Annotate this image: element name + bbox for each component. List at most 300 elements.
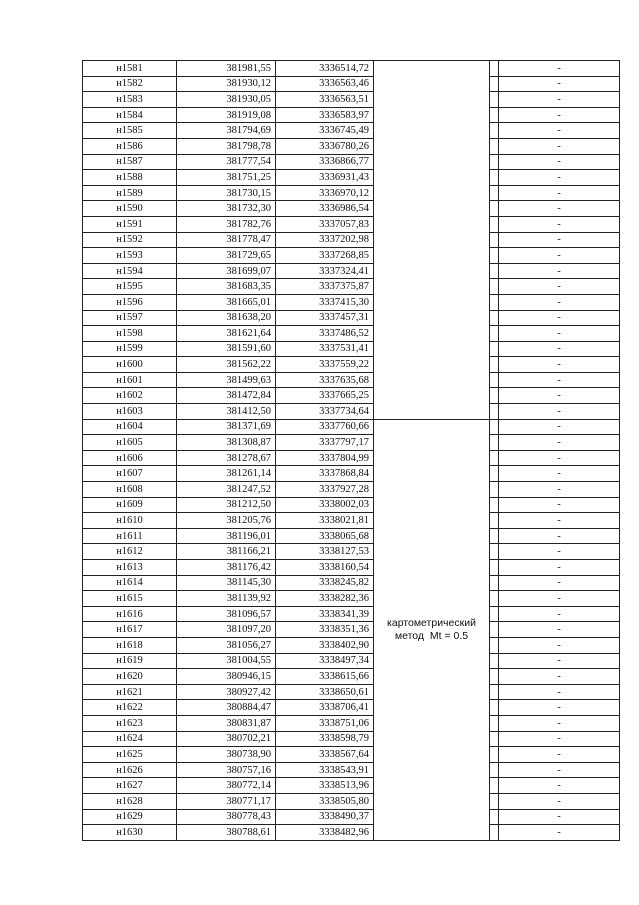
spacer-cell <box>490 653 499 669</box>
point-name-cell: н1583 <box>83 92 177 108</box>
method-cell-upper <box>374 61 490 420</box>
table-row <box>83 450 620 466</box>
point-name-cell: н1611 <box>83 528 177 544</box>
x-coordinate-cell: 381176,42 <box>177 560 276 576</box>
table-row <box>83 294 620 310</box>
point-name-cell: н1607 <box>83 466 177 482</box>
delta-cell: - <box>499 419 620 435</box>
x-coordinate-cell: 381472,84 <box>177 388 276 404</box>
table-row <box>83 715 620 731</box>
delta-cell: - <box>499 606 620 622</box>
table-row <box>83 216 620 232</box>
table-row <box>83 61 620 77</box>
delta-cell: - <box>499 185 620 201</box>
spacer-cell <box>490 622 499 638</box>
y-coordinate-cell: 3337531,41 <box>276 341 374 357</box>
point-name-cell: н1615 <box>83 591 177 607</box>
y-coordinate-cell: 3337635,68 <box>276 372 374 388</box>
delta-cell: - <box>499 326 620 342</box>
y-coordinate-cell: 3336745,49 <box>276 123 374 139</box>
y-coordinate-cell: 3337927,28 <box>276 482 374 498</box>
y-coordinate-cell: 3336970,12 <box>276 185 374 201</box>
x-coordinate-cell: 381247,52 <box>177 482 276 498</box>
point-name-cell: н1582 <box>83 76 177 92</box>
y-coordinate-cell: 3337202,98 <box>276 232 374 248</box>
spacer-cell <box>490 528 499 544</box>
spacer-cell <box>490 404 499 420</box>
y-coordinate-cell: 3337457,31 <box>276 310 374 326</box>
x-coordinate-cell: 381930,12 <box>177 76 276 92</box>
table-row <box>83 185 620 201</box>
x-coordinate-cell: 380946,15 <box>177 669 276 685</box>
point-name-cell: н1606 <box>83 450 177 466</box>
y-coordinate-cell: 3336583,97 <box>276 107 374 123</box>
x-coordinate-cell: 380884,47 <box>177 700 276 716</box>
x-coordinate-cell: 381562,22 <box>177 357 276 373</box>
table-row <box>83 263 620 279</box>
point-name-cell: н1581 <box>83 61 177 77</box>
table-row <box>83 684 620 700</box>
y-coordinate-cell: 3338021,81 <box>276 513 374 529</box>
y-coordinate-cell: 3336931,43 <box>276 170 374 186</box>
table-row <box>83 825 620 841</box>
point-name-cell: н1622 <box>83 700 177 716</box>
x-coordinate-cell: 380771,17 <box>177 793 276 809</box>
table-row <box>83 700 620 716</box>
spacer-cell <box>490 513 499 529</box>
point-name-cell: н1597 <box>83 310 177 326</box>
table-row <box>83 575 620 591</box>
table-row <box>83 123 620 139</box>
table-row <box>83 248 620 264</box>
point-name-cell: н1614 <box>83 575 177 591</box>
y-coordinate-cell: 3337665,25 <box>276 388 374 404</box>
point-name-cell: н1628 <box>83 793 177 809</box>
spacer-cell <box>490 825 499 841</box>
point-name-cell: н1608 <box>83 482 177 498</box>
delta-cell: - <box>499 497 620 513</box>
x-coordinate-cell: 380927,42 <box>177 684 276 700</box>
table-row <box>83 404 620 420</box>
spacer-cell <box>490 216 499 232</box>
table-row <box>83 326 620 342</box>
x-coordinate-cell: 380778,43 <box>177 809 276 825</box>
delta-cell: - <box>499 637 620 653</box>
y-coordinate-cell: 3337868,84 <box>276 466 374 482</box>
spacer-cell <box>490 107 499 123</box>
delta-cell: - <box>499 528 620 544</box>
point-name-cell: н1599 <box>83 341 177 357</box>
table-row <box>83 310 620 326</box>
table-row <box>83 606 620 622</box>
point-name-cell: н1605 <box>83 435 177 451</box>
delta-cell: - <box>499 357 620 373</box>
spacer-cell <box>490 372 499 388</box>
point-name-cell: н1603 <box>83 404 177 420</box>
y-coordinate-cell: 3338513,96 <box>276 778 374 794</box>
point-name-cell: н1598 <box>83 326 177 342</box>
table-row <box>83 388 620 404</box>
table-row <box>83 435 620 451</box>
spacer-cell <box>490 778 499 794</box>
delta-cell: - <box>499 653 620 669</box>
table-row <box>83 544 620 560</box>
spacer-cell <box>490 419 499 435</box>
table-row <box>83 138 620 154</box>
y-coordinate-cell: 3338497,34 <box>276 653 374 669</box>
delta-cell: - <box>499 591 620 607</box>
spacer-cell <box>490 731 499 747</box>
point-name-cell: н1594 <box>83 263 177 279</box>
delta-cell: - <box>499 388 620 404</box>
x-coordinate-cell: 381798,78 <box>177 138 276 154</box>
x-coordinate-cell: 381096,57 <box>177 606 276 622</box>
delta-cell: - <box>499 747 620 763</box>
x-coordinate-cell: 381665,01 <box>177 294 276 310</box>
delta-cell: - <box>499 341 620 357</box>
x-coordinate-cell: 381205,76 <box>177 513 276 529</box>
table-row <box>83 747 620 763</box>
delta-cell: - <box>499 232 620 248</box>
x-coordinate-cell: 380831,87 <box>177 715 276 731</box>
y-coordinate-cell: 3338598,79 <box>276 731 374 747</box>
y-coordinate-cell: 3338482,96 <box>276 825 374 841</box>
spacer-cell <box>490 310 499 326</box>
point-name-cell: н1588 <box>83 170 177 186</box>
delta-cell: - <box>499 201 620 217</box>
y-coordinate-cell: 3337486,52 <box>276 326 374 342</box>
delta-cell: - <box>499 138 620 154</box>
x-coordinate-cell: 380757,16 <box>177 762 276 778</box>
delta-cell: - <box>499 560 620 576</box>
point-name-cell: н1610 <box>83 513 177 529</box>
x-coordinate-cell: 381166,21 <box>177 544 276 560</box>
y-coordinate-cell: 3338505,80 <box>276 793 374 809</box>
point-name-cell: н1591 <box>83 216 177 232</box>
table-row <box>83 482 620 498</box>
x-coordinate-cell: 381777,54 <box>177 154 276 170</box>
table-row <box>83 560 620 576</box>
table-row <box>83 154 620 170</box>
spacer-cell <box>490 544 499 560</box>
table-row <box>83 731 620 747</box>
spacer-cell <box>490 123 499 139</box>
delta-cell: - <box>499 248 620 264</box>
delta-cell: - <box>499 76 620 92</box>
y-coordinate-cell: 3338282,36 <box>276 591 374 607</box>
table-row <box>83 372 620 388</box>
spacer-cell <box>490 263 499 279</box>
point-name-cell: н1590 <box>83 201 177 217</box>
table-row <box>83 762 620 778</box>
y-coordinate-cell: 3338402,90 <box>276 637 374 653</box>
x-coordinate-cell: 381751,25 <box>177 170 276 186</box>
y-coordinate-cell: 3338706,41 <box>276 700 374 716</box>
x-coordinate-cell: 381145,30 <box>177 575 276 591</box>
spacer-cell <box>490 232 499 248</box>
delta-cell: - <box>499 825 620 841</box>
y-coordinate-cell: 3338650,61 <box>276 684 374 700</box>
spacer-cell <box>490 279 499 295</box>
x-coordinate-cell: 381097,20 <box>177 622 276 638</box>
delta-cell: - <box>499 310 620 326</box>
point-name-cell: н1600 <box>83 357 177 373</box>
spacer-cell <box>490 762 499 778</box>
y-coordinate-cell: 3338490,37 <box>276 809 374 825</box>
point-name-cell: н1585 <box>83 123 177 139</box>
delta-cell: - <box>499 263 620 279</box>
table-row <box>83 357 620 373</box>
y-coordinate-cell: 3337760,66 <box>276 419 374 435</box>
y-coordinate-cell: 3336563,51 <box>276 92 374 108</box>
point-name-cell: н1613 <box>83 560 177 576</box>
delta-cell: - <box>499 700 620 716</box>
table-row <box>83 466 620 482</box>
x-coordinate-cell: 381729,65 <box>177 248 276 264</box>
spacer-cell <box>490 606 499 622</box>
point-name-cell: н1589 <box>83 185 177 201</box>
table-row <box>83 793 620 809</box>
delta-cell: - <box>499 575 620 591</box>
method-label-line2: метод Mt = 0.5 <box>394 629 469 642</box>
y-coordinate-cell: 3338002,03 <box>276 497 374 513</box>
y-coordinate-cell: 3336780,26 <box>276 138 374 154</box>
point-name-cell: н1626 <box>83 762 177 778</box>
x-coordinate-cell: 381278,67 <box>177 450 276 466</box>
table-row <box>83 419 620 435</box>
spacer-cell <box>490 809 499 825</box>
y-coordinate-cell: 3338615,66 <box>276 669 374 685</box>
spacer-cell <box>490 154 499 170</box>
x-coordinate-cell: 381412,50 <box>177 404 276 420</box>
table-row <box>83 341 620 357</box>
point-name-cell: н1587 <box>83 154 177 170</box>
y-coordinate-cell: 3338751,06 <box>276 715 374 731</box>
spacer-cell <box>490 294 499 310</box>
x-coordinate-cell: 381930,05 <box>177 92 276 108</box>
point-name-cell: н1593 <box>83 248 177 264</box>
table-row <box>83 107 620 123</box>
x-coordinate-cell: 381732,30 <box>177 201 276 217</box>
spacer-cell <box>490 637 499 653</box>
delta-cell: - <box>499 466 620 482</box>
x-coordinate-cell: 380738,90 <box>177 747 276 763</box>
delta-cell: - <box>499 450 620 466</box>
table-row <box>83 92 620 108</box>
y-coordinate-cell: 3337415,30 <box>276 294 374 310</box>
spacer-cell <box>490 138 499 154</box>
y-coordinate-cell: 3338567,64 <box>276 747 374 763</box>
table-row <box>83 809 620 825</box>
spacer-cell <box>490 201 499 217</box>
point-name-cell: н1623 <box>83 715 177 731</box>
delta-cell: - <box>499 513 620 529</box>
y-coordinate-cell: 3337057,83 <box>276 216 374 232</box>
point-name-cell: н1592 <box>83 232 177 248</box>
point-name-cell: н1612 <box>83 544 177 560</box>
x-coordinate-cell: 381139,92 <box>177 591 276 607</box>
point-name-cell: н1604 <box>83 419 177 435</box>
delta-cell: - <box>499 372 620 388</box>
point-name-cell: н1584 <box>83 107 177 123</box>
delta-cell: - <box>499 669 620 685</box>
point-name-cell: н1596 <box>83 294 177 310</box>
spacer-cell <box>490 700 499 716</box>
y-coordinate-cell: 3338127,53 <box>276 544 374 560</box>
point-name-cell: н1602 <box>83 388 177 404</box>
delta-cell: - <box>499 731 620 747</box>
coordinates-table-body <box>83 61 620 841</box>
point-name-cell: н1616 <box>83 606 177 622</box>
table-row <box>83 201 620 217</box>
spacer-cell <box>490 388 499 404</box>
spacer-cell <box>490 560 499 576</box>
spacer-cell <box>490 326 499 342</box>
x-coordinate-cell: 381499,63 <box>177 372 276 388</box>
x-coordinate-cell: 381638,20 <box>177 310 276 326</box>
x-coordinate-cell: 380788,61 <box>177 825 276 841</box>
delta-cell: - <box>499 715 620 731</box>
x-coordinate-cell: 381981,55 <box>177 61 276 77</box>
x-coordinate-cell: 381683,35 <box>177 279 276 295</box>
y-coordinate-cell: 3337734,64 <box>276 404 374 420</box>
table-row <box>83 513 620 529</box>
coordinates-table <box>82 60 620 841</box>
spacer-cell <box>490 185 499 201</box>
x-coordinate-cell: 381621,64 <box>177 326 276 342</box>
spacer-cell <box>490 684 499 700</box>
table-row <box>83 669 620 685</box>
spacer-cell <box>490 248 499 264</box>
spacer-cell <box>490 747 499 763</box>
spacer-cell <box>490 497 499 513</box>
x-coordinate-cell: 381699,07 <box>177 263 276 279</box>
spacer-cell <box>490 450 499 466</box>
x-coordinate-cell: 381591,60 <box>177 341 276 357</box>
spacer-cell <box>490 482 499 498</box>
spacer-cell <box>490 591 499 607</box>
y-coordinate-cell: 3337804,99 <box>276 450 374 466</box>
spacer-cell <box>490 341 499 357</box>
point-name-cell: н1617 <box>83 622 177 638</box>
spacer-cell <box>490 466 499 482</box>
table-row <box>83 653 620 669</box>
y-coordinate-cell: 3336563,46 <box>276 76 374 92</box>
spacer-cell <box>490 61 499 77</box>
table-row <box>83 279 620 295</box>
y-coordinate-cell: 3338065,68 <box>276 528 374 544</box>
spacer-cell <box>490 170 499 186</box>
x-coordinate-cell: 381919,08 <box>177 107 276 123</box>
point-name-cell: н1586 <box>83 138 177 154</box>
point-name-cell: н1595 <box>83 279 177 295</box>
table-row <box>83 622 620 638</box>
point-name-cell: н1619 <box>83 653 177 669</box>
y-coordinate-cell: 3338160,54 <box>276 560 374 576</box>
x-coordinate-cell: 380702,21 <box>177 731 276 747</box>
point-name-cell: н1627 <box>83 778 177 794</box>
x-coordinate-cell: 381730,15 <box>177 185 276 201</box>
point-name-cell: н1609 <box>83 497 177 513</box>
y-coordinate-cell: 3336986,54 <box>276 201 374 217</box>
table-row <box>83 170 620 186</box>
delta-cell: - <box>499 123 620 139</box>
delta-cell: - <box>499 482 620 498</box>
spacer-cell <box>490 793 499 809</box>
method-label-line1: картометрический <box>387 616 476 629</box>
delta-cell: - <box>499 170 620 186</box>
delta-cell: - <box>499 762 620 778</box>
y-coordinate-cell: 3337324,41 <box>276 263 374 279</box>
point-name-cell: н1601 <box>83 372 177 388</box>
spacer-cell <box>490 435 499 451</box>
x-coordinate-cell: 381196,01 <box>177 528 276 544</box>
table-row <box>83 591 620 607</box>
x-coordinate-cell: 381261,14 <box>177 466 276 482</box>
delta-cell: - <box>499 435 620 451</box>
point-name-cell: н1625 <box>83 747 177 763</box>
x-coordinate-cell: 381308,87 <box>177 435 276 451</box>
spacer-cell <box>490 575 499 591</box>
y-coordinate-cell: 3337375,87 <box>276 279 374 295</box>
method-cell <box>374 419 490 840</box>
y-coordinate-cell: 3336866,77 <box>276 154 374 170</box>
spacer-cell <box>490 357 499 373</box>
delta-cell: - <box>499 684 620 700</box>
delta-cell: - <box>499 107 620 123</box>
y-coordinate-cell: 3337268,85 <box>276 248 374 264</box>
delta-cell: - <box>499 294 620 310</box>
point-name-cell: н1620 <box>83 669 177 685</box>
delta-cell: - <box>499 809 620 825</box>
delta-cell: - <box>499 154 620 170</box>
x-coordinate-cell: 381782,76 <box>177 216 276 232</box>
point-name-cell: н1629 <box>83 809 177 825</box>
x-coordinate-cell: 381794,69 <box>177 123 276 139</box>
y-coordinate-cell: 3336514,72 <box>276 61 374 77</box>
delta-cell: - <box>499 544 620 560</box>
y-coordinate-cell: 3338543,91 <box>276 762 374 778</box>
y-coordinate-cell: 3337559,22 <box>276 357 374 373</box>
table-row <box>83 528 620 544</box>
y-coordinate-cell: 3337797,17 <box>276 435 374 451</box>
y-coordinate-cell: 3338351,36 <box>276 622 374 638</box>
point-name-cell: н1621 <box>83 684 177 700</box>
delta-cell: - <box>499 279 620 295</box>
point-name-cell: н1624 <box>83 731 177 747</box>
delta-cell: - <box>499 216 620 232</box>
table-row <box>83 778 620 794</box>
table-row <box>83 232 620 248</box>
delta-cell: - <box>499 61 620 77</box>
table-row <box>83 76 620 92</box>
x-coordinate-cell: 381004,55 <box>177 653 276 669</box>
spacer-cell <box>490 715 499 731</box>
delta-cell: - <box>499 778 620 794</box>
delta-cell: - <box>499 622 620 638</box>
y-coordinate-cell: 3338341,39 <box>276 606 374 622</box>
spacer-cell <box>490 76 499 92</box>
x-coordinate-cell: 380772,14 <box>177 778 276 794</box>
delta-cell: - <box>499 92 620 108</box>
x-coordinate-cell: 381212,50 <box>177 497 276 513</box>
point-name-cell: н1630 <box>83 825 177 841</box>
delta-cell: - <box>499 793 620 809</box>
point-name-cell: н1618 <box>83 637 177 653</box>
table-row <box>83 497 620 513</box>
x-coordinate-cell: 381056,27 <box>177 637 276 653</box>
y-coordinate-cell: 3338245,82 <box>276 575 374 591</box>
